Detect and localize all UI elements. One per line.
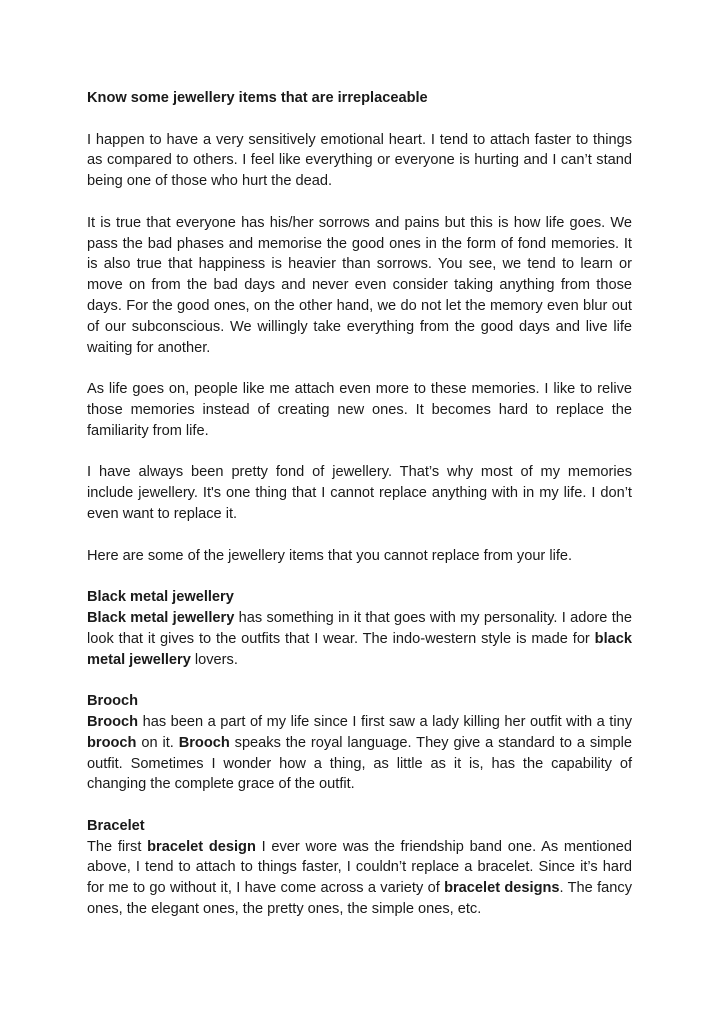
section-black-metal [87,587,632,670]
section-text: lovers. [190,651,238,668]
keyword-bold: bracelet design [147,838,256,855]
document-title: Know some jewellery items that are irreplaceable [87,90,428,106]
section-brooch [87,691,632,795]
body-paragraph: It is true that everyone has his/her sorrows and pains but this is how life goes. We pass the bad phases and memorise the good ones in the form of fond memories. It is also true that happiness is heavier than sorrows. You see, we tend to learn or move on from the bad days and never even consider taking anything from those days. For the good ones, on the other hand, we do not let the memory even blur out of our subconscious. We willingly take everything from the good days and live life waiting for another. [87,214,632,356]
section-bracelet [87,816,632,920]
body-paragraph: I have always been pretty fond of jewellery. That’s why most of my memories include jewellery. It's one thing that I cannot replace anything with in my life. I don’t even want to replace it. [87,464,632,522]
keyword-bold: Brooch [178,734,230,751]
section-heading-brooch: Brooch [87,693,139,710]
section-text: . The fancy ones, the elegant ones, the pretty ones, the simple ones, etc. [87,880,632,918]
section-text: has been a part of my life since I first saw a lady killing her outfit with a tiny [138,713,632,730]
section-text: on it. [136,734,179,751]
section-heading-bracelet: Bracelet [87,817,145,834]
body-paragraph: As life goes on, people like me attach even more to these memories. I like to relive those memories instead of creating new ones. It becomes hard to replace the familiarity from life. [87,381,632,439]
intro-paragraph: I happen to have a very sensitively emotional heart. I tend to attach faster to things as compared to others. I feel like everything or everyone is hurting and I can’t stand being one of those who hurt the dead. [87,131,632,190]
section-text: The first [87,838,148,855]
keyword-bold: black metal jewellery [87,630,632,668]
section-heading-black-metal: Black metal jewellery [87,589,234,606]
section-text: I ever wore was the friendship band one. As mentioned above, I tend to attach to things faster, I couldn’t replace a bracelet. Since it’s hard for me to go without it, I have come across a variety of [87,838,632,897]
section-text: speaks the royal language. They give a standard to a simple outfit. Sometimes I wonder how a thing, as little as it is, has the capability of changing the complete grace of the outfit. [87,734,632,793]
document-page [87,88,632,941]
keyword-bold: Black metal jewellery [87,609,235,626]
section-text: has something in it that goes with my personality. I adore the look that it gives to the outfits that I wear. The indo-western style is made for [87,609,632,647]
keyword-bold: bracelet designs [444,880,560,897]
keyword-bold: Brooch [87,713,139,730]
keyword-bold: brooch [87,734,137,751]
body-paragraph: Here are some of the jewellery items that you cannot replace from your life. [87,547,573,564]
